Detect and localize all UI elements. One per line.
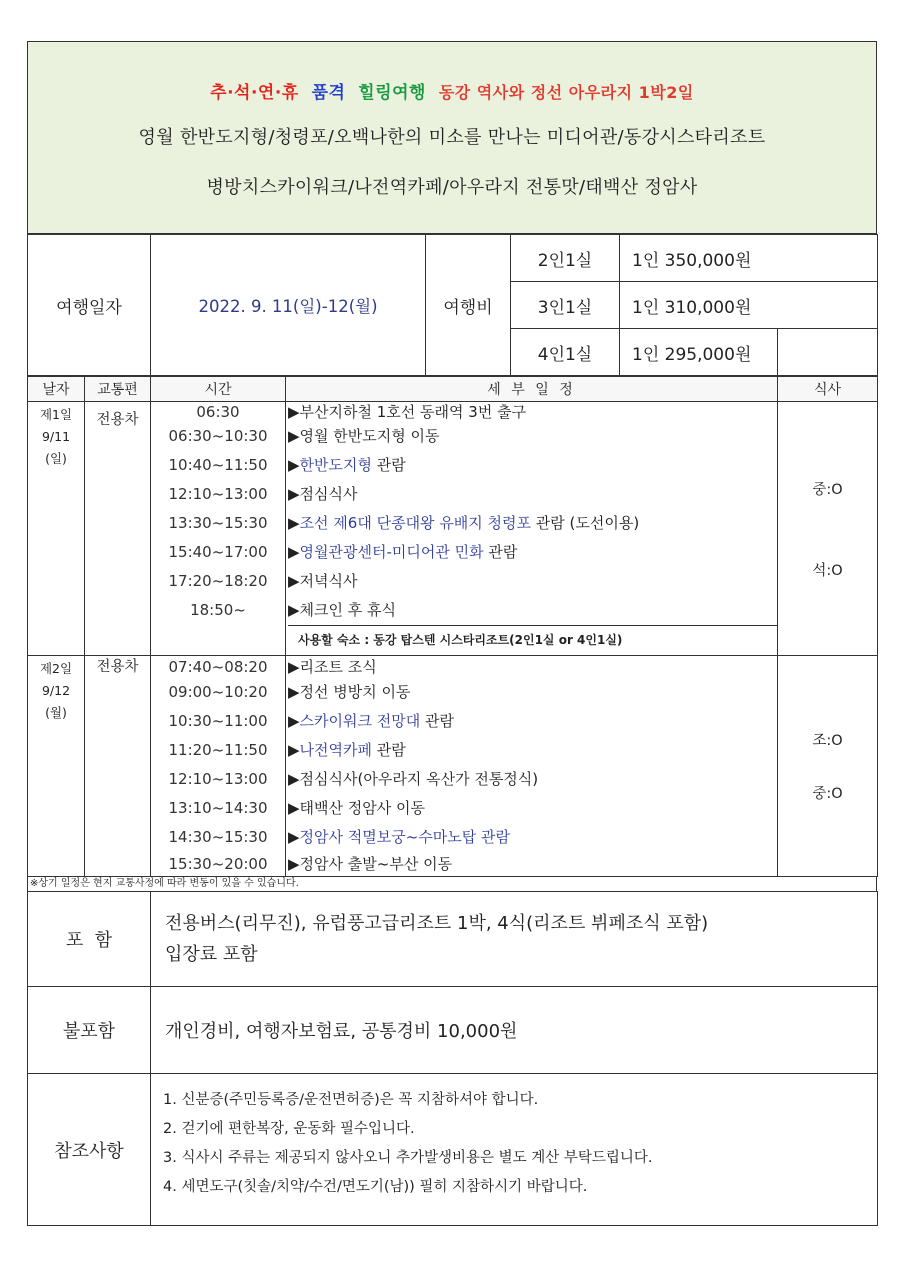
activity <box>288 402 777 422</box>
title-line-2: 영월 한반도지형/청령포/오백나한의 미소를 만나는 미디어관/동강시스타리조트 <box>138 127 766 148</box>
activity <box>288 707 777 736</box>
activity <box>288 509 777 538</box>
day-2-number: 제2일 <box>39 661 73 676</box>
activity-highlight: 스카이워크 전망대 <box>299 712 421 730</box>
title-healing: 힐링여행 <box>358 83 426 103</box>
time-slot: 12:10~13:00 <box>168 770 268 788</box>
arrow-icon: ▶ <box>288 601 300 619</box>
title-banner <box>27 41 877 234</box>
activity-highlight: 영월관광센터-미디어관 민화 <box>299 543 484 561</box>
arrow-icon: ▶ <box>288 514 300 532</box>
time-slot: 07:40~08:20 <box>168 658 268 676</box>
room-type-3: 3인1실 <box>511 282 620 329</box>
activity <box>288 794 777 823</box>
time-slot: 10:40~11:50 <box>168 456 268 474</box>
room-price-2: 1인 350,000원 <box>620 235 878 282</box>
day-2-times <box>151 656 286 877</box>
activity-highlight: 정암사 적멸보궁~수마노탑 관람 <box>299 828 511 846</box>
activity <box>288 656 777 678</box>
arrow-icon: ▶ <box>288 683 300 701</box>
time-slot: 10:30~11:00 <box>168 712 268 730</box>
day-1-row <box>28 402 878 656</box>
activity-text: 관람 <box>372 456 406 474</box>
activity <box>288 765 777 794</box>
schedule-change-note: ※상기 일정은 현지 교통사정에 따라 변동이 있을 수 있습니다. <box>27 877 877 891</box>
activity-text: 관람 (도선이용) <box>531 514 640 532</box>
excluded-label: 불포함 <box>28 987 151 1074</box>
day-2-meals <box>778 656 878 877</box>
time-slot: 11:20~11:50 <box>168 741 268 759</box>
activity-text: 점심식사 <box>299 485 358 503</box>
activity-text: 영월 한반도지형 이동 <box>299 427 440 445</box>
included-content <box>151 892 878 987</box>
header-transport: 교통편 <box>85 377 151 402</box>
activity <box>288 567 777 596</box>
included-label: 포 함 <box>28 892 151 987</box>
arrow-icon: ▶ <box>288 427 300 445</box>
day-1-times <box>151 402 286 656</box>
day-2-transport: 전용차 <box>85 656 151 877</box>
arrow-icon: ▶ <box>288 456 300 474</box>
day-1-meals <box>778 402 878 656</box>
references-row <box>28 1074 878 1226</box>
meal-lunch: 중:O <box>812 481 843 498</box>
reference-item: 1. 신분증(주민등록증/운전면허증)은 꼭 지참하셔야 합니다. <box>163 1092 539 1108</box>
activity-highlight: 나전역카페 <box>299 741 372 759</box>
included-row <box>28 892 878 987</box>
terms-table <box>27 891 878 1226</box>
excluded-row <box>28 987 878 1074</box>
arrow-icon: ▶ <box>288 770 300 788</box>
time-slot: 14:30~15:30 <box>168 828 268 846</box>
activity-text: 정암사 출발~부산 이동 <box>299 855 453 873</box>
title-line-3: 병방치스카이워크/나전역카페/아우라지 전통맛/태백산 정암사 <box>206 177 698 198</box>
reference-item: 3. 식사시 주류는 제공되지 않사오니 추가발생비용은 별도 계산 부탁드립니다. <box>163 1150 653 1166</box>
time-slot: 15:30~20:00 <box>168 855 268 873</box>
references-label: 참조사항 <box>28 1074 151 1226</box>
header-day: 날자 <box>28 377 85 402</box>
title-holiday: 추·석·연·휴 <box>210 83 299 103</box>
room-price-4: 1인 295,000원 <box>620 329 778 376</box>
lodging-note: 사용할 숙소 : 동강 탑스텐 시스타리조트(2인1실 or 4인1실) <box>288 625 777 655</box>
header-meals: 식사 <box>778 377 878 402</box>
title-line-1 <box>28 42 876 103</box>
activity-text: 점심식사(아우라지 옥산가 전통정식) <box>299 770 539 788</box>
date-value: 2022. 9. 11(일)-12(월) <box>151 235 426 376</box>
activity-text: 태백산 정암사 이동 <box>299 799 426 817</box>
reference-item: 4. 세면도구(칫솔/치약/수건/면도기(남)) 필히 지참하시기 바랍니다. <box>163 1179 588 1195</box>
activity-text: 리조트 조식 <box>299 658 377 676</box>
trip-info-table <box>27 234 878 376</box>
day-2-weekday: (월) <box>45 705 67 720</box>
included-line-2: 입장료 포함 <box>165 944 258 965</box>
activity-text: 관람 <box>372 741 406 759</box>
time-slot: 17:20~18:20 <box>168 572 268 590</box>
excluded-content: 개인경비, 여행자보험료, 공통경비 10,000원 <box>151 987 878 1074</box>
arrow-icon: ▶ <box>288 712 300 730</box>
day-2-label <box>28 656 85 877</box>
activity <box>288 538 777 567</box>
room-type-2: 2인1실 <box>511 235 620 282</box>
meal-dinner: 석:O <box>812 562 843 579</box>
time-slot: 09:00~10:20 <box>168 683 268 701</box>
day-2-activities <box>286 656 778 877</box>
meal-lunch: 중:O <box>812 786 843 802</box>
activity <box>288 678 777 707</box>
time-slot: 18:50~ <box>190 601 246 619</box>
room-type-4: 4인1실 <box>511 329 620 376</box>
day-1-date: 9/11 <box>41 429 71 444</box>
activity <box>288 736 777 765</box>
activity-text: 관람 <box>420 712 454 730</box>
time-slot: 15:40~17:00 <box>168 543 268 561</box>
reference-item: 2. 걷기에 편한복장, 운동화 필수입니다. <box>163 1121 415 1137</box>
room-price-3: 1인 310,000원 <box>620 282 878 329</box>
cost-label: 여행비 <box>426 235 511 376</box>
itinerary-document <box>27 41 877 1226</box>
time-slot: 06:30 <box>196 403 240 421</box>
activity-text: 부산지하철 1호선 동래역 3번 출구 <box>299 403 527 421</box>
day-1-weekday: (일) <box>45 451 67 466</box>
day-1-number: 제1일 <box>39 407 73 422</box>
schedule-table <box>27 376 878 877</box>
activity <box>288 596 777 625</box>
arrow-icon: ▶ <box>288 543 300 561</box>
activity-highlight: 한반도지형 <box>299 456 372 474</box>
activity-text: 관람 <box>483 543 518 561</box>
activity <box>288 451 777 480</box>
arrow-icon: ▶ <box>288 855 300 873</box>
activity <box>288 422 777 451</box>
arrow-icon: ▶ <box>288 572 300 590</box>
meal-breakfast: 조:O <box>812 733 843 749</box>
activity-text: 정선 병방치 이동 <box>299 683 411 701</box>
time-slot: 12:10~13:00 <box>168 485 268 503</box>
time-slot: 13:10~14:30 <box>168 799 268 817</box>
activity-text: 체크인 후 휴식 <box>299 601 397 619</box>
arrow-icon: ▶ <box>288 741 300 759</box>
day-1-label <box>28 402 85 656</box>
time-slot: 13:30~15:30 <box>168 514 268 532</box>
header-time: 시간 <box>151 377 286 402</box>
time-slot: 06:30~10:30 <box>168 427 268 445</box>
activity <box>288 823 777 852</box>
activity <box>288 852 777 876</box>
arrow-icon: ▶ <box>288 658 300 676</box>
title-trip: 동강 역사와 정선 아우라지 1박2일 <box>438 83 694 102</box>
arrow-icon: ▶ <box>288 828 300 846</box>
activity-highlight: 조선 제6대 단종대왕 유배지 청령포 <box>299 514 532 532</box>
header-details: 세 부 일 정 <box>286 377 778 402</box>
date-label: 여행일자 <box>28 235 151 376</box>
references-list <box>151 1074 878 1226</box>
activity <box>288 480 777 509</box>
arrow-icon: ▶ <box>288 485 300 503</box>
included-line-1: 전용버스(리무진), 유럽풍고급리조트 1박, 4식(리조트 뷔페조식 포함) <box>165 913 709 934</box>
activity-text: 저녁식사 <box>299 572 358 590</box>
day-2-row <box>28 656 878 877</box>
day-1-activities <box>286 402 778 656</box>
arrow-icon: ▶ <box>288 403 300 421</box>
day-2-date: 9/12 <box>41 683 71 698</box>
title-quality: 품격 <box>311 83 346 103</box>
arrow-icon: ▶ <box>288 799 300 817</box>
day-1-transport: 전용차 <box>85 402 151 656</box>
